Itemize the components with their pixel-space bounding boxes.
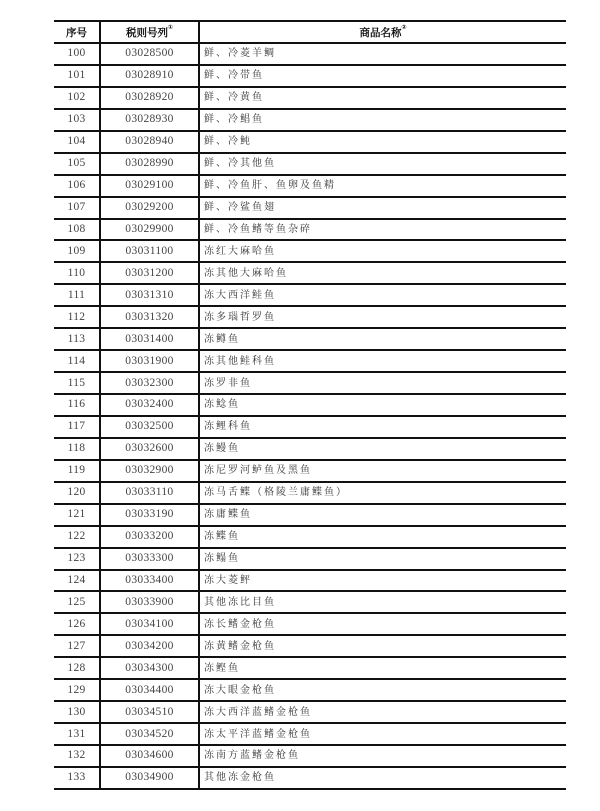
row-commodity-name: 冻太平洋蓝鳍金枪鱼 bbox=[199, 723, 566, 745]
row-commodity-name: 冻大菱鲆 bbox=[199, 570, 566, 592]
row-seq: 107 bbox=[54, 197, 100, 219]
row-seq: 105 bbox=[54, 153, 100, 175]
row-tariff-code: 03028500 bbox=[100, 43, 199, 65]
row-seq: 110 bbox=[54, 262, 100, 284]
table-row bbox=[54, 679, 566, 701]
row-seq: 127 bbox=[54, 635, 100, 657]
row-tariff-code: 03031320 bbox=[100, 306, 199, 328]
row-seq: 126 bbox=[54, 613, 100, 635]
row-tariff-code: 03031900 bbox=[100, 350, 199, 372]
row-tariff-code: 03034520 bbox=[100, 723, 199, 745]
row-seq: 129 bbox=[54, 679, 100, 701]
row-commodity-name: 冻鳟鱼 bbox=[199, 328, 566, 350]
row-commodity-name: 冻鳎鱼 bbox=[199, 548, 566, 570]
row-seq: 112 bbox=[54, 306, 100, 328]
table-row bbox=[54, 175, 566, 197]
table-row bbox=[54, 745, 566, 767]
row-tariff-code: 03033200 bbox=[100, 526, 199, 548]
row-commodity-name: 冻其他大麻哈鱼 bbox=[199, 262, 566, 284]
row-tariff-code: 03031400 bbox=[100, 328, 199, 350]
table-row bbox=[54, 570, 566, 592]
row-tariff-code: 03029100 bbox=[100, 175, 199, 197]
table-row bbox=[54, 482, 566, 504]
table-row bbox=[54, 767, 566, 789]
table-row bbox=[54, 197, 566, 219]
header-seq-label: 序号 bbox=[66, 26, 87, 39]
row-tariff-code: 03029200 bbox=[100, 197, 199, 219]
row-seq: 133 bbox=[54, 767, 100, 789]
row-tariff-code: 03034200 bbox=[100, 635, 199, 657]
table-row bbox=[54, 306, 566, 328]
table-row bbox=[54, 438, 566, 460]
row-tariff-code: 03028940 bbox=[100, 131, 199, 153]
table-row bbox=[54, 43, 566, 65]
table-row bbox=[54, 723, 566, 745]
row-commodity-name: 鲜、冷黄鱼 bbox=[199, 87, 566, 109]
table-row bbox=[54, 219, 566, 241]
row-seq: 128 bbox=[54, 657, 100, 679]
table-body bbox=[54, 43, 566, 789]
table-row bbox=[54, 548, 566, 570]
row-commodity-name: 冻罗非鱼 bbox=[199, 372, 566, 394]
row-tariff-code: 03034400 bbox=[100, 679, 199, 701]
table-row bbox=[54, 460, 566, 482]
row-commodity-name: 鲜、冷带鱼 bbox=[199, 65, 566, 87]
table-row bbox=[54, 262, 566, 284]
row-commodity-name: 冻长鳍金枪鱼 bbox=[199, 613, 566, 635]
row-commodity-name: 冻马舌鲽（格陵兰庸鲽鱼） bbox=[199, 482, 566, 504]
table-row bbox=[54, 284, 566, 306]
row-tariff-code: 03028930 bbox=[100, 109, 199, 131]
row-commodity-name: 冻鳗鱼 bbox=[199, 438, 566, 460]
table-row bbox=[54, 591, 566, 613]
row-commodity-name: 鲜、冷其他鱼 bbox=[199, 153, 566, 175]
table-row bbox=[54, 131, 566, 153]
row-tariff-code: 03032900 bbox=[100, 460, 199, 482]
table-row bbox=[54, 635, 566, 657]
row-seq: 111 bbox=[54, 284, 100, 306]
table-row bbox=[54, 240, 566, 262]
row-seq: 114 bbox=[54, 350, 100, 372]
header-name bbox=[199, 21, 566, 43]
row-commodity-name: 冻大西洋蓝鳍金枪鱼 bbox=[199, 701, 566, 723]
row-tariff-code: 03029900 bbox=[100, 219, 199, 241]
row-commodity-name: 冻鲶鱼 bbox=[199, 394, 566, 416]
table-row bbox=[54, 372, 566, 394]
row-seq: 100 bbox=[54, 43, 100, 65]
row-commodity-name: 冻南方蓝鳍金枪鱼 bbox=[199, 745, 566, 767]
footnote-marker: ① bbox=[167, 23, 174, 31]
row-tariff-code: 03034300 bbox=[100, 657, 199, 679]
table-row bbox=[54, 701, 566, 723]
table-row bbox=[54, 350, 566, 372]
row-tariff-code: 03031310 bbox=[100, 284, 199, 306]
row-seq: 132 bbox=[54, 745, 100, 767]
row-seq: 101 bbox=[54, 65, 100, 87]
table-row bbox=[54, 328, 566, 350]
row-seq: 102 bbox=[54, 87, 100, 109]
row-commodity-name: 冻尼罗河鲈鱼及黑鱼 bbox=[199, 460, 566, 482]
row-commodity-name: 其他冻比目鱼 bbox=[199, 591, 566, 613]
row-commodity-name: 冻大西洋鲑鱼 bbox=[199, 284, 566, 306]
row-seq: 115 bbox=[54, 372, 100, 394]
row-tariff-code: 03033110 bbox=[100, 482, 199, 504]
row-seq: 125 bbox=[54, 591, 100, 613]
row-seq: 120 bbox=[54, 482, 100, 504]
row-tariff-code: 03034100 bbox=[100, 613, 199, 635]
tariff-commodity-table bbox=[54, 20, 566, 790]
row-seq: 113 bbox=[54, 328, 100, 350]
header-code bbox=[100, 21, 199, 43]
row-commodity-name: 鲜、冷鲳鱼 bbox=[199, 109, 566, 131]
row-commodity-name: 冻红大麻哈鱼 bbox=[199, 240, 566, 262]
row-seq: 119 bbox=[54, 460, 100, 482]
table-row bbox=[54, 65, 566, 87]
row-seq: 122 bbox=[54, 526, 100, 548]
row-tariff-code: 03031200 bbox=[100, 262, 199, 284]
row-tariff-code: 03028990 bbox=[100, 153, 199, 175]
row-tariff-code: 03034900 bbox=[100, 767, 199, 789]
row-seq: 124 bbox=[54, 570, 100, 592]
row-commodity-name: 鲜、冷菱羊鲷 bbox=[199, 43, 566, 65]
table-row bbox=[54, 657, 566, 679]
row-seq: 108 bbox=[54, 219, 100, 241]
row-seq: 104 bbox=[54, 131, 100, 153]
row-commodity-name: 冻庸鲽鱼 bbox=[199, 504, 566, 526]
row-seq: 106 bbox=[54, 175, 100, 197]
row-seq: 116 bbox=[54, 394, 100, 416]
row-commodity-name: 冻多瑙哲罗鱼 bbox=[199, 306, 566, 328]
row-seq: 103 bbox=[54, 109, 100, 131]
table-row bbox=[54, 153, 566, 175]
row-tariff-code: 03032300 bbox=[100, 372, 199, 394]
row-tariff-code: 03033400 bbox=[100, 570, 199, 592]
row-tariff-code: 03034600 bbox=[100, 745, 199, 767]
row-tariff-code: 03032600 bbox=[100, 438, 199, 460]
row-seq: 123 bbox=[54, 548, 100, 570]
row-commodity-name: 鲜、冷鱼鳍等鱼杂碎 bbox=[199, 219, 566, 241]
table-row bbox=[54, 613, 566, 635]
row-commodity-name: 冻鲽鱼 bbox=[199, 526, 566, 548]
header-seq bbox=[54, 21, 100, 43]
row-seq: 118 bbox=[54, 438, 100, 460]
row-seq: 121 bbox=[54, 504, 100, 526]
row-commodity-name: 冻鲤科鱼 bbox=[199, 416, 566, 438]
row-seq: 117 bbox=[54, 416, 100, 438]
row-tariff-code: 03032400 bbox=[100, 394, 199, 416]
table-row bbox=[54, 416, 566, 438]
row-tariff-code: 03032500 bbox=[100, 416, 199, 438]
table-row bbox=[54, 87, 566, 109]
row-tariff-code: 03033190 bbox=[100, 504, 199, 526]
table-row bbox=[54, 526, 566, 548]
row-commodity-name: 冻鲣鱼 bbox=[199, 657, 566, 679]
row-tariff-code: 03033900 bbox=[100, 591, 199, 613]
row-commodity-name: 冻黄鳍金枪鱼 bbox=[199, 635, 566, 657]
row-tariff-code: 03031100 bbox=[100, 240, 199, 262]
row-commodity-name: 其他冻金枪鱼 bbox=[199, 767, 566, 789]
header-name-label: 商品名称 bbox=[359, 26, 402, 39]
table-row bbox=[54, 109, 566, 131]
row-seq: 130 bbox=[54, 701, 100, 723]
row-seq: 109 bbox=[54, 240, 100, 262]
row-commodity-name: 鲜、冷鲨鱼翅 bbox=[199, 197, 566, 219]
row-tariff-code: 03028910 bbox=[100, 65, 199, 87]
row-commodity-name: 鲜、冷鱼肝、鱼卵及鱼精 bbox=[199, 175, 566, 197]
row-tariff-code: 03033300 bbox=[100, 548, 199, 570]
row-tariff-code: 03034510 bbox=[100, 701, 199, 723]
table-row bbox=[54, 394, 566, 416]
header-row bbox=[54, 21, 566, 43]
header-code-label: 税则号列 bbox=[125, 26, 168, 39]
row-tariff-code: 03028920 bbox=[100, 87, 199, 109]
row-commodity-name: 冻其他鲑科鱼 bbox=[199, 350, 566, 372]
row-commodity-name: 冻大眼金枪鱼 bbox=[199, 679, 566, 701]
row-commodity-name: 鲜、冷鲀 bbox=[199, 131, 566, 153]
table-row bbox=[54, 504, 566, 526]
footnote-marker: ② bbox=[401, 23, 407, 31]
table-header bbox=[54, 21, 566, 43]
row-seq: 131 bbox=[54, 723, 100, 745]
